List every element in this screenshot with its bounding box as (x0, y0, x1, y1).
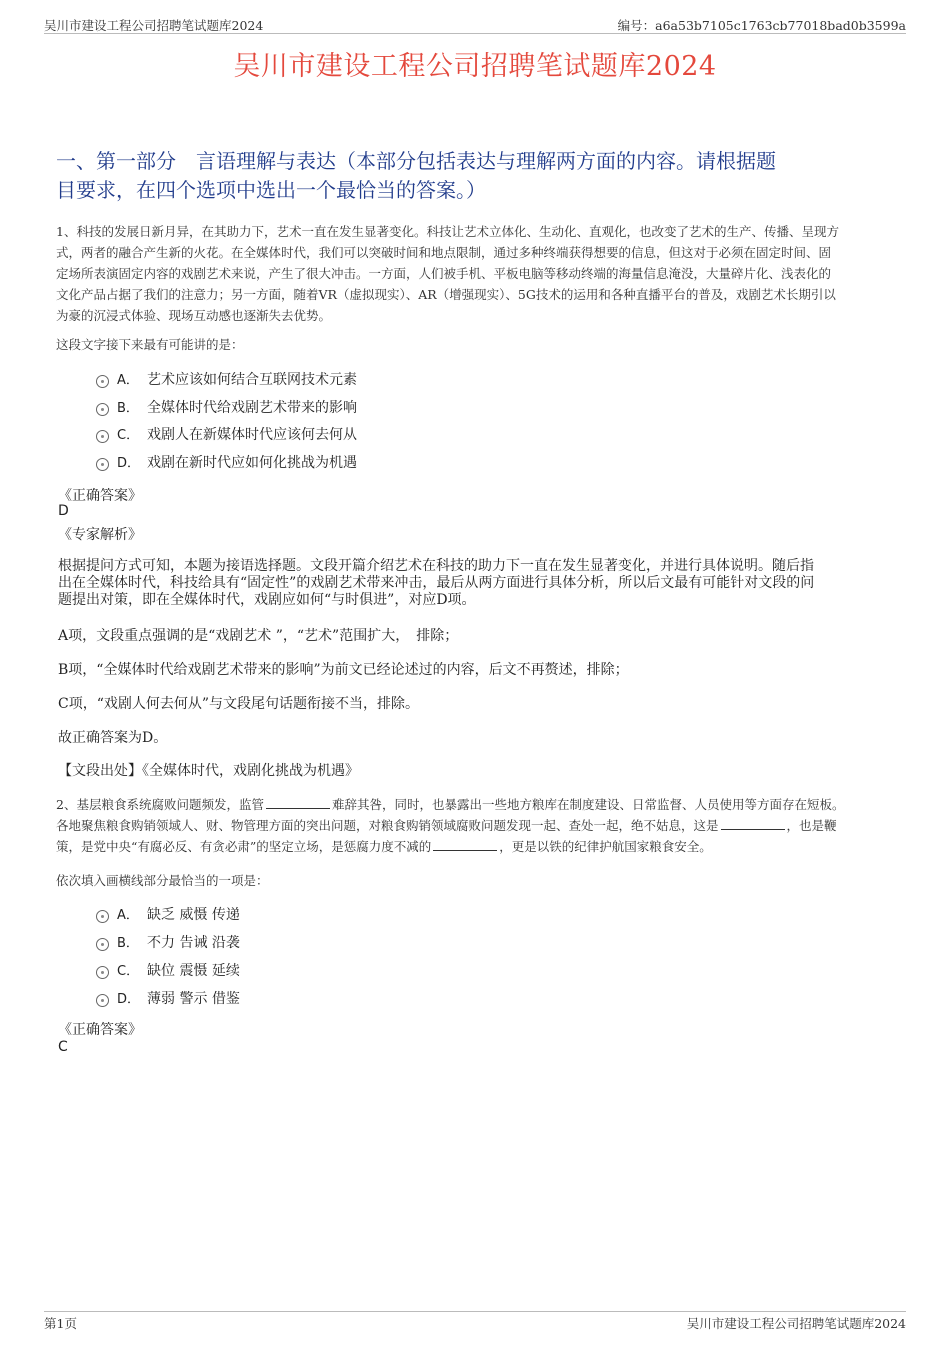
header-title: 吴川市建设工程公司招聘笔试题库2024 (44, 18, 264, 33)
document-title: 吴川市建设工程公司招聘笔试题库2024 (233, 51, 717, 82)
q1-passage-line: 文化产品占据了我们的注意力；另一方面，随着VR（虚拟现实）、AR（增强现实）、5G技术的运用和各种直播平台的普及，戏剧艺术长期引以 (56, 287, 836, 302)
option-letter: B． (117, 936, 139, 951)
q2-text: 策，是党中央“有腐必反、有贪必肃”的坚定立场，是惩腐力度不减的 (56, 839, 432, 854)
option-letter: C． (117, 428, 140, 443)
radio-icon[interactable] (96, 458, 109, 471)
q1-note-c: C项，“戏剧人何去何从”与文段尾句话题衔接不当，排除。 (58, 696, 420, 712)
q1-passage-line: 1、科技的发展日新月异，在其助力下，艺术一直在发生显著变化。科技让艺术立体化、生动化、直观化，也改变了艺术的生产、传播、呈现方 (56, 224, 839, 239)
section-heading-line-1: 一、第一部分 言语理解与表达（本部分包括表达与理解两方面的内容。请根据题 (56, 149, 776, 173)
radio-icon[interactable] (96, 994, 109, 1007)
q2-option-d[interactable] (96, 988, 240, 1010)
section-heading-line-2: 目要求，在四个选项中选出一个最恰当的答案。） (56, 178, 486, 202)
q2-stem: 依次填入画横线部分最恰当的一项是： (56, 873, 269, 888)
q2-text: ，也是鞭 (786, 818, 837, 833)
radio-icon[interactable] (96, 966, 109, 979)
fill-blank-2 (721, 817, 785, 830)
q1-analysis-line: 出在全媒体时代，科技给具有“固定性”的戏剧艺术带来冲击，最后从两方面进行具体分析，所以后文最有可能针对文段的问 (58, 575, 815, 591)
q2-passage (56, 794, 898, 857)
fill-blank-1 (266, 796, 330, 809)
q1-analysis-line: 根据提问方式可知，本题为接语选择题。文段开篇介绍艺术在科技的助力下一直在发生显著变化，并进行具体说明。随后指 (58, 558, 814, 574)
q1-option-c[interactable] (96, 424, 357, 446)
footer-divider (44, 1311, 906, 1312)
page-header (44, 14, 906, 34)
option-letter: B． (117, 401, 139, 416)
section-heading (56, 147, 896, 205)
radio-icon[interactable] (96, 938, 109, 951)
option-letter: A． (117, 373, 139, 388)
q1-analysis (58, 558, 888, 609)
option-text: 薄弱 警示 借鉴 (147, 991, 240, 1007)
q2-text: ，更是以铁的纪律护航国家粮食安全。 (499, 839, 712, 854)
option-text: 全媒体时代给戏剧艺术带来的影响 (147, 400, 357, 416)
q2-answer-label: 《正确答案》 (58, 1022, 142, 1038)
q1-option-b[interactable] (96, 397, 357, 419)
header-divider (44, 33, 906, 34)
q2-passage-line-2 (56, 815, 898, 836)
option-text: 缺乏 威慑 传递 (147, 907, 240, 923)
radio-icon[interactable] (96, 910, 109, 923)
q1-note-b: B项，“全媒体时代给戏剧艺术带来的影响”为前文已经论述过的内容，后文不再赘述，排除； (58, 662, 629, 678)
option-text: 缺位 震慑 延续 (147, 963, 240, 979)
page-number: 第1页 (44, 1316, 77, 1331)
option-text: 艺术应该如何结合互联网技术元素 (147, 372, 357, 388)
q1-note-a: A项，文段重点强调的是“戏剧艺术 ”，“艺术”范围扩大， 排除； (58, 628, 459, 644)
option-letter: A． (117, 908, 139, 923)
q2-passage-line-3 (56, 836, 898, 857)
q1-answer: D (58, 503, 69, 519)
q2-option-c[interactable] (96, 960, 240, 982)
q1-passage-line: 定场所表演固定内容的戏剧艺术来说，产生了很大冲击。一方面，人们被手机、平板电脑等移动终端的海量信息淹没，大量碎片化、浅表化的 (56, 266, 832, 281)
q2-option-b[interactable] (96, 932, 240, 954)
q1-passage-line: 式，两者的融合产生新的火花。在全媒体时代，我们可以突破时间和地点限制，通过多种终端获得想要的信息，但这对于必须在固定时间、固 (56, 245, 832, 260)
q2-answer: C (58, 1039, 68, 1055)
fill-blank-3 (433, 838, 497, 851)
footer-title: 吴川市建设工程公司招聘笔试题库2024 (686, 1316, 906, 1331)
q1-stem: 这段文字接下来最有可能讲的是： (56, 337, 244, 352)
option-text: 不力 告诫 沿袭 (147, 935, 240, 951)
q2-text: 各地聚焦粮食购销领域人、财、物管理方面的突出问题，对粮食购销领域腐败问题发现一起、查处一起，绝不姑息，这是 (56, 818, 719, 833)
q1-analysis-label: 《专家解析》 (58, 527, 142, 543)
q1-analysis-line: 题提出对策，即在全媒体时代，戏剧应如何“与时俱进”，对应D项。 (58, 592, 476, 608)
header-serial: 编号：a6a53b7105c1763cb77018bad0b3599a (617, 18, 906, 33)
q1-option-a[interactable] (96, 369, 357, 391)
q1-passage (56, 221, 898, 326)
q2-passage-line-1 (56, 794, 898, 815)
q1-conclusion: 故正确答案为D。 (58, 730, 168, 746)
q2-text: 难辞其咎，同时，也暴露出一些地方粮库在制度建设、日常监督、人员使用等方面存在短板。 (331, 797, 845, 812)
option-letter: C． (117, 964, 140, 979)
q2-option-a[interactable] (96, 904, 240, 926)
option-letter: D． (117, 992, 141, 1007)
q1-option-d[interactable] (96, 452, 357, 474)
option-letter: D． (117, 456, 141, 471)
q1-answer-label: 《正确答案》 (58, 488, 142, 504)
radio-icon[interactable] (96, 375, 109, 388)
radio-icon[interactable] (96, 430, 109, 443)
radio-icon[interactable] (96, 403, 109, 416)
q2-text: 2、基层粮食系统腐败问题频发，监管 (56, 797, 264, 812)
q1-source: 【文段出处】《全媒体时代，戏剧化挑战为机遇》 (58, 763, 359, 779)
q1-passage-line: 为豪的沉浸式体验、现场互动感也逐渐失去优势。 (56, 308, 332, 323)
option-text: 戏剧人在新媒体时代应该何去何从 (147, 427, 357, 443)
option-text: 戏剧在新时代应如何化挑战为机遇 (147, 455, 357, 471)
